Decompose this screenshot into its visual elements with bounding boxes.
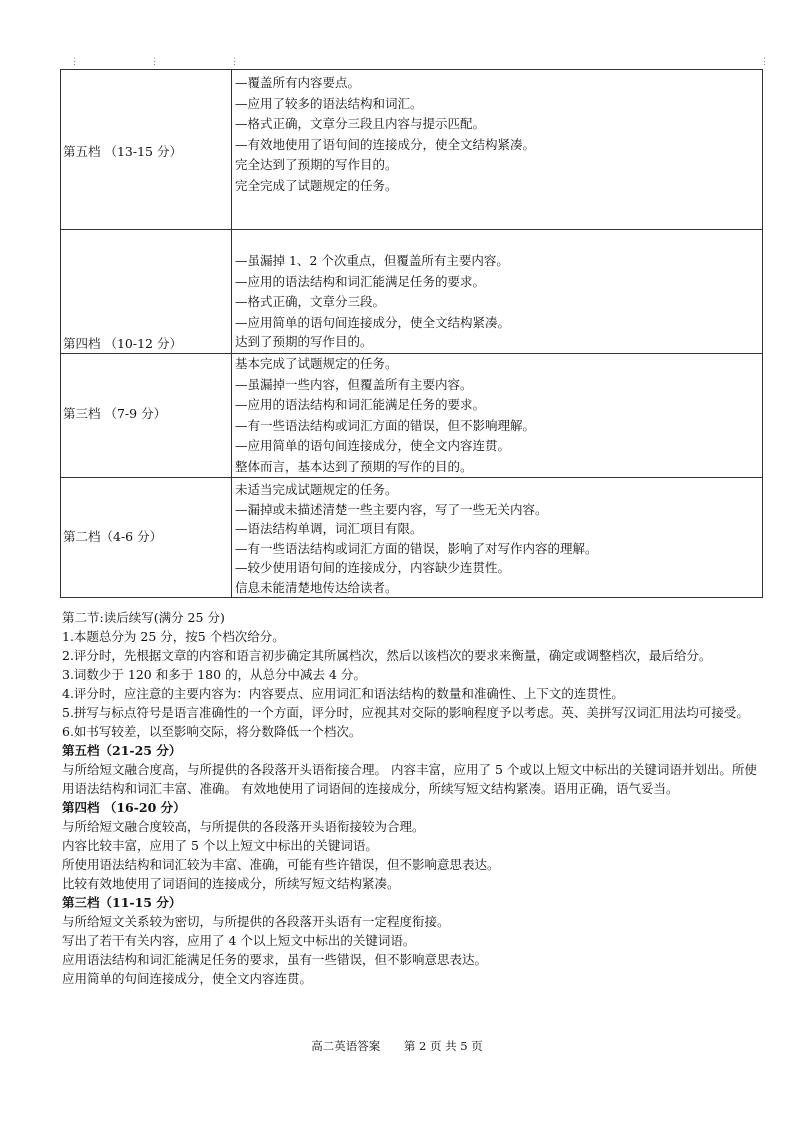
- desc-line: 达到了预期的写作目的。: [235, 334, 373, 349]
- desc-line: —应用的语法结构和词汇能满足任务的要求。: [235, 397, 486, 412]
- level-cell: [61, 478, 232, 598]
- desc-cell: [232, 70, 763, 230]
- footer-page-number: 第 2 页 共 5 页: [403, 1039, 483, 1053]
- level-cell: [61, 354, 232, 478]
- desc-line: —覆盖所有内容要点。: [235, 75, 361, 90]
- desc-line: —虽漏掉一些内容，但覆盖所有主要内容。: [235, 376, 473, 392]
- level-desc: 与所给短文融合度高，与所提供的各段落开头语衔接合理。 内容丰富，应用了 5 个或以上短文中标出的关键词语并划出。所使用语法结构和词汇丰富、准确。 有效地使用了词语间的连接成分，所续写短文结构紧凑。语用正确，语气妥当。: [62, 762, 757, 796]
- scan-mark: ⋮: [760, 57, 769, 67]
- desc-line: —有效地使用了语句间的连接成分，使全文结构紧凑。: [235, 136, 536, 152]
- level-label: 第四档 （10-12 分）: [63, 336, 182, 351]
- desc-line: —格式正确，文章分三段。: [235, 294, 386, 309]
- desc-line: —虽漏掉 1、2 个次重点，但覆盖所有主要内容。: [235, 253, 509, 268]
- desc-line: —有一些语法结构或词汇方面的错误，影响了对写作内容的理解。: [235, 540, 598, 556]
- rubric-row: [61, 70, 763, 230]
- rubric-table: [60, 69, 763, 598]
- rubric-row: [61, 230, 763, 354]
- rule-item: 2.评分时，先根据文章的内容和语言初步确定其所属档次，然后以该档次的要求来衡量，确定或调整档次，最后给分。: [62, 648, 712, 663]
- desc-line: —有一些语法结构或词汇方面的错误，但不影响理解。: [235, 417, 536, 433]
- rule-item: 6.如书写较差，以至影响交际，将分数降低一个档次。: [62, 724, 362, 739]
- desc-line: 整体而言，基本达到了预期的写作的目的。: [235, 458, 473, 474]
- rubric-row: [61, 354, 763, 478]
- scan-mark: ⋮: [70, 57, 79, 67]
- level-desc: 所使用语法结构和词汇较为丰富、准确，可能有些许错误，但不影响意思表达。: [62, 857, 500, 872]
- level-desc: 与所给短文关系较为密切，与所提供的各段落开头语有一定程度衔接。: [62, 914, 450, 929]
- rubric-row: [61, 478, 763, 598]
- continuation-writing-section: [62, 608, 762, 988]
- level-label: 第二档（4-6 分）: [63, 529, 163, 544]
- page-footer: [0, 1038, 794, 1054]
- level-title: 第四档 （16-20 分）: [62, 800, 186, 815]
- desc-line: —语法结构单调，词汇项目有限。: [235, 521, 423, 536]
- desc-line: —应用的语法结构和词汇能满足任务的要求。: [235, 273, 486, 289]
- desc-cell: [232, 230, 763, 354]
- desc-line: 完全完成了试题规定的任务。: [235, 177, 398, 193]
- rule-item: 1.本题总分为 25 分，按5 个档次给分。: [62, 629, 285, 644]
- desc-line: —格式正确，文章分三段且内容与提示匹配。: [235, 116, 486, 131]
- scan-mark: ⋮: [230, 57, 239, 67]
- level-desc: 与所给短文融合度较高，与所提供的各段落开头语衔接较为合理。: [62, 819, 425, 834]
- level-desc: 内容比较丰富，应用了 5 个以上短文中标出的关键词语。: [62, 838, 378, 853]
- level-desc: 写出了若干有关内容，应用了 4 个以上短文中标出的关键词语。: [62, 933, 416, 948]
- level-label: 第五档 （13-15 分）: [63, 144, 182, 159]
- level-title: 第五档（21-25 分）: [62, 743, 182, 758]
- rule-item: 5.拼写与标点符号是语言准确性的一个方面，评分时，应视其对交际的影响程度予以考虑。英、美拼写汉词汇用法均可接受。: [62, 705, 749, 720]
- desc-line: —较少使用语句间的连接成分，内容缺少连贯性。: [235, 560, 511, 575]
- desc-line: —应用了较多的语法结构和词汇。: [235, 95, 423, 111]
- section-heading: 第二节:读后续写(满分 25 分): [62, 610, 225, 625]
- desc-line: 完全达到了预期的写作目的。: [235, 157, 398, 172]
- footer-subject: 高二英语答案: [311, 1039, 381, 1053]
- desc-line: 未适当完成试题规定的任务。: [235, 482, 398, 497]
- rule-item: 3.词数少于 120 和多于 180 的，从总分中减去 4 分。: [62, 667, 366, 682]
- desc-cell: [232, 478, 763, 598]
- level-desc: 应用语法结构和词汇能满足任务的要求，虽有一些错误，但不影响意思表达。: [62, 952, 488, 967]
- desc-line: 基本完成了试题规定的任务。: [235, 356, 398, 371]
- rule-item: 4.评分时，应注意的主要内容为：内容要点、应用词汇和语法结构的数量和准确性、上下文的连贯性。: [62, 686, 624, 701]
- level-cell: [61, 230, 232, 354]
- level-cell: [61, 70, 232, 230]
- level-title: 第三档（11-15 分）: [62, 895, 182, 910]
- level-desc: 应用简单的句间连接成分，使全文内容连贯。: [62, 971, 313, 986]
- desc-cell: [232, 354, 763, 478]
- desc-line: —应用简单的语句间连接成分，使全文内容连贯。: [235, 438, 511, 453]
- desc-line: —应用简单的语句间连接成分，使全文结构紧凑。: [235, 314, 511, 330]
- scan-mark: ⋮: [150, 57, 159, 67]
- level-label: 第三档 （7-9 分）: [63, 406, 167, 421]
- desc-line: —漏掉或未描述清楚一些主要内容，写了一些无关内容。: [235, 501, 548, 517]
- level-desc: 比较有效地使用了词语间的连接成分，所续写短文结构紧凑。: [62, 876, 400, 891]
- desc-line: 信息未能清楚地传达给读者。: [235, 579, 398, 595]
